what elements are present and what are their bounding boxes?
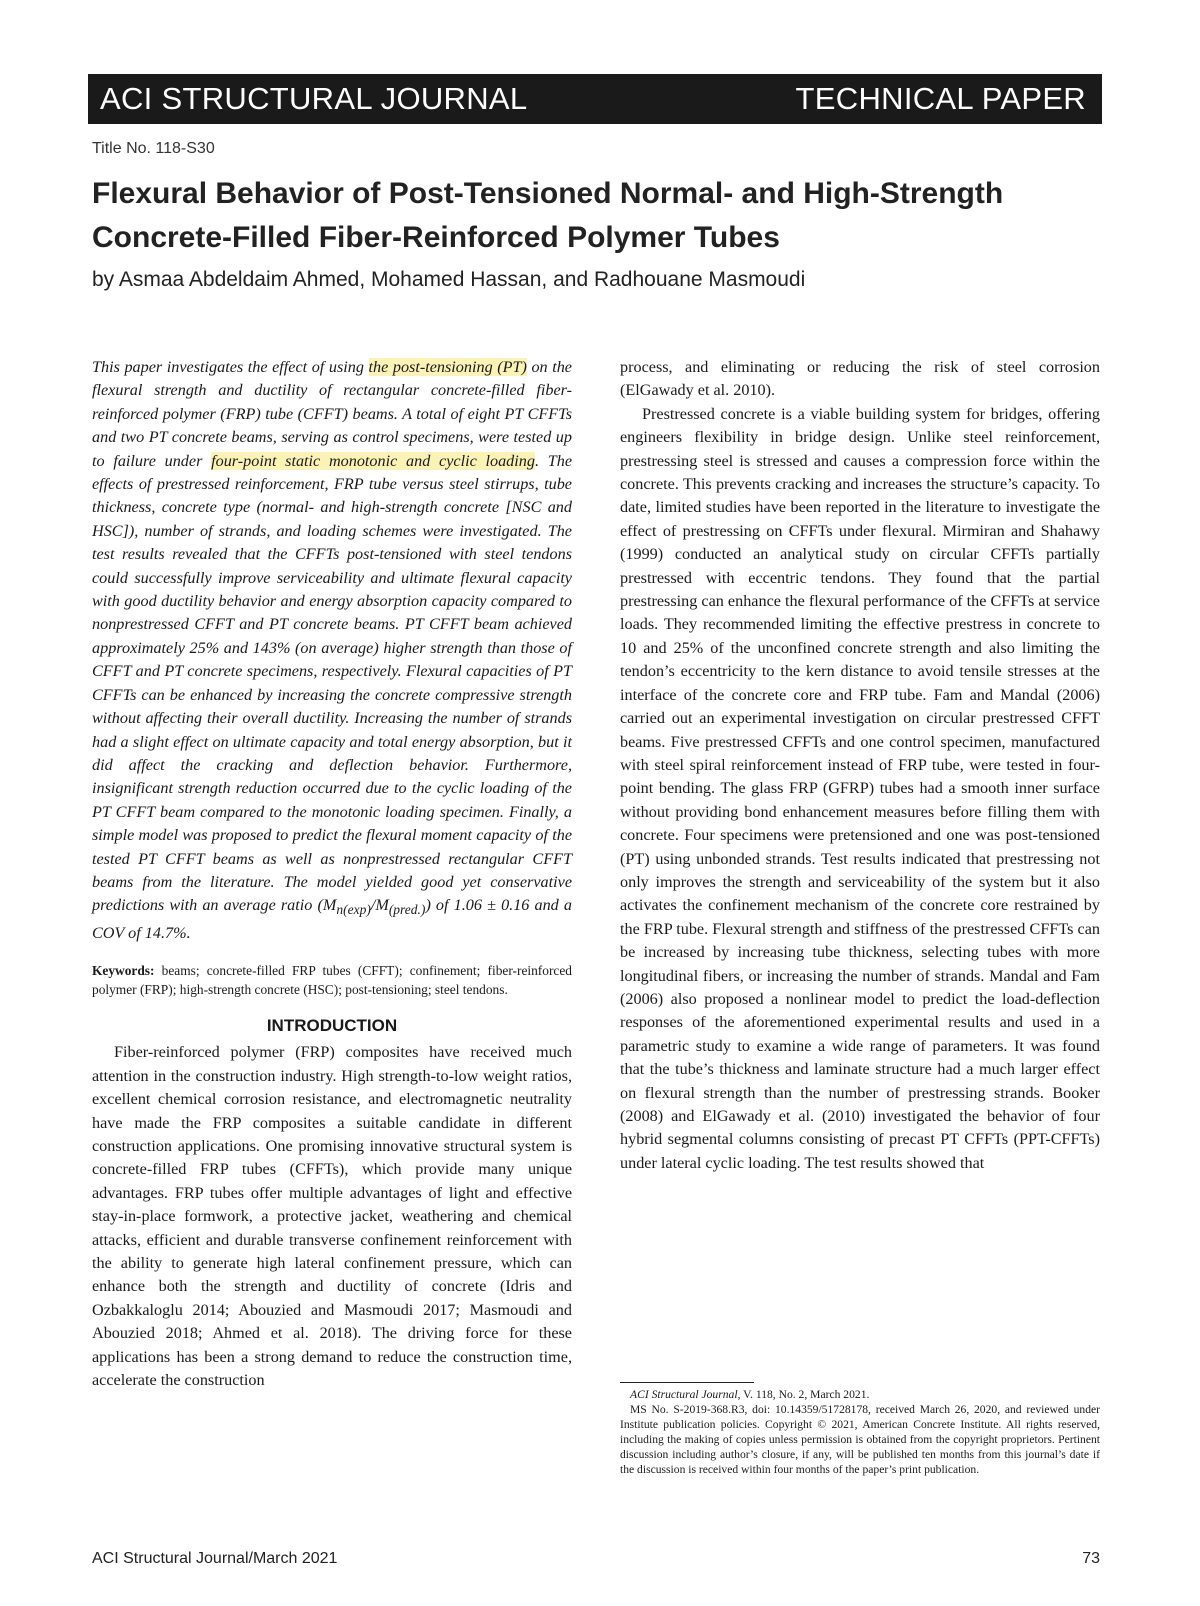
footnote-citation: ACI Structural Journal, V. 118, No. 2, March 2021.: [630, 1388, 870, 1401]
abstract-text: This paper investigates the effect of using the post-tensioning (PT) on the flexural strength and ductility of rectangular concrete-filled fiber-reinforced polymer (FRP) tube (CFFT) beams. A total of eight PT CFFTs and two PT concrete beams, serving as control specimens, were tested up to failure under four-point static monotonic and cyclic loading. The effects of prestressed reinforcement, FRP tube versus steel stirrups, tube thickness, concrete type (normal- and high-strength concrete [NSC and HSC]), number of strands, and loading schemes were investigated. The test results revealed that the CFFTs post-tensioned with steel tendons could successfully improve serviceability and ultimate flexural capacity with good ductility behavior and energy absorption capacity compared to nonprestressed CFFT and PT concrete beams. PT CFFT beam achieved approximately 25% and 143% (on average) higher strength than those of CFFT and PT concrete specimens, respectively. Flexural capacities of PT CFFTs can be enhanced by increasing the concrete compressive strength without affecting their overall ductility. Increasing the number of strands had a slight effect on ultimate capacity and total energy absorption, but it did affect the cracking and deflection behavior. Furthermore, insignificant strength reduction occurred due to the cyclic loading of the PT CFFT beam compared to the monotonic loading specimen. Finally, a simple model was proposed to predict the flexural moment capacity of the tested PT CFFT beams as well as nonprestressed rectangular CFFT beams from the literature. The model yielded good yet conservative predictions with an average ratio $(M_{n(exp)}/M_{(pred.)})$ of 1.06 ± 0.16 and a COV of 14.7%.: [92, 358, 573, 942]
paper-type: TECHNICAL PAPER: [795, 81, 1086, 116]
footer-journal: ACI Structural Journal/March 2021: [92, 1550, 338, 1567]
keywords-label: Keywords:: [92, 963, 155, 979]
page-number: 73: [1082, 1550, 1100, 1567]
abstract: [92, 356, 572, 945]
journal-banner: [88, 74, 1102, 124]
intro-paragraph-2: Prestressed concrete is a viable building system for bridges, offering engineers flexibility in bridge design. Unlike steel reinforcement, prestressing steel is stressed and causes a compression force within the concrete. This prevents cracking and increases the structure’s capacity. To date, limited studies have been reported in the literature to investigate the effect of prestressing on CFFTs under flexural. Mirmiran and Shahawy (1999) conducted an analytical study on circular CFFTs partially prestressed with eccentric tendons. They found that the partial prestressing can enhance the flexural performance of the CFFTs at service loads. They recommended limiting the effective prestress in concrete to 10 and 25% of the unconfined concrete strength and also limiting the tendon’s eccentricity to the kern distance to avoid tensile stresses at the interface of the concrete core and FRP tube. Fam and Mandal (2006) carried out an experimental investigation on circular prestressed CFFT beams. Five prestressed CFFTs and one control specimen, manufactured with steel spiral reinforcement instead of FRP tube, were tested in four-point bending. The glass FRP (GFRP) tubes had a smooth inner surface without providing bond enhancement measures before filling them with concrete. Four specimens were pretensioned and one was post-tensioned (PT) using unbonded strands. Test results indicated that prestressing not only improves the strength and serviceability of the system but it also activates the confinement mechanism of the concrete core restrained by the FRP tube. Flexural strength and stiffness of the prestressed CFFTs can be increased by increasing tube thickness, selecting tubes with more longitudinal fibers, or increasing the number of strands. Mandal and Fam (2006) also proposed a nonlinear model to predict the load-deflection responses of the aforementioned experimental results and used in a parametric study to examine a wide range of parameters. It was found that the tube’s thickness and laminate structure had a much larger effect on flexural strength than the number of prestressing strands. Booker (2008) and ElGawady et al. (2010) investigated the behavior of four hybrid segmental columns consisting of precast PT CFFTs (PPT-CFFTs) under lateral cyclic loading. The test results showed that: [620, 404, 1100, 1172]
intro-paragraph-continued: process, and eliminating or reducing the risk of steel corrosion (ElGawady et al. 2010).: [620, 358, 1100, 400]
footnote-manuscript: MS No. S-2019-368.R3, doi: 10.14359/51728178, received March 26, 2020, and reviewed under Institute publication policies. Copyright © 2021, American Concrete Institute. All rights reserved, including the making of copies unless permission is obtained from the copyright proprietors. Pertinent discussion including author’s closure, if any, will be published ten months from this journal’s date if the discussion is received within four months of the paper’s print publication.: [620, 1403, 1100, 1476]
left-column: [92, 356, 572, 1392]
paper-title: Flexural Behavior of Post-Tensioned Normal- and High-Strength Concrete-Filled Fiber-Reinforced Polymer Tubes: [92, 177, 1004, 254]
page-footer: [92, 1550, 1100, 1568]
authors: by Asmaa Abdeldaim Ahmed, Mohamed Hassan, and Radhouane Masmoudi: [92, 268, 806, 291]
keywords-text: beams; concrete-filled FRP tubes (CFFT); confinement; fiber-reinforced polymer (FRP); high-strength concrete (HSC); post-tensioning; steel tendons.: [92, 963, 572, 998]
highlight-loading: four-point static monotonic and cyclic loading: [211, 451, 535, 470]
highlight-post-tensioning: the post-tensioning (PT): [368, 358, 527, 376]
journal-name: ACI STRUCTURAL JOURNAL: [100, 81, 528, 116]
keywords: [92, 961, 572, 999]
title-number: Title No. 118-S30: [92, 140, 215, 157]
right-column: [620, 356, 1100, 1175]
footnote-divider: [620, 1382, 754, 1383]
footnote: [620, 1382, 1100, 1477]
section-heading-introduction: INTRODUCTION: [266, 1016, 398, 1036]
intro-paragraph-1: Fiber-reinforced polymer (FRP) composites have received much attention in the construction industry. High strength-to-low weight ratios, excellent chemical corrosion resistance, and electromagnetic neutrality have made the FRP composites a suitable candidate in different construction applications. One promising innovative structural system is concrete-filled FRP tubes (CFFTs), which provide many unique advantages. FRP tubes offer multiple advantages of light and effective stay-in-place formwork, a protective jacket, weathering and chemical attacks, efficient and durable transverse confinement reinforcement with the ability to generate high lateral confinement pressure, which can enhance both the strength and ductility of concrete (Idris and Ozbakkaloglu 2014; Abouzied and Masmoudi 2017; Masmoudi and Abouzied 2018; Ahmed et al. 2018). The driving force for these applications has been a strong demand to reduce the construction time, accelerate the construction: [92, 1043, 572, 1390]
